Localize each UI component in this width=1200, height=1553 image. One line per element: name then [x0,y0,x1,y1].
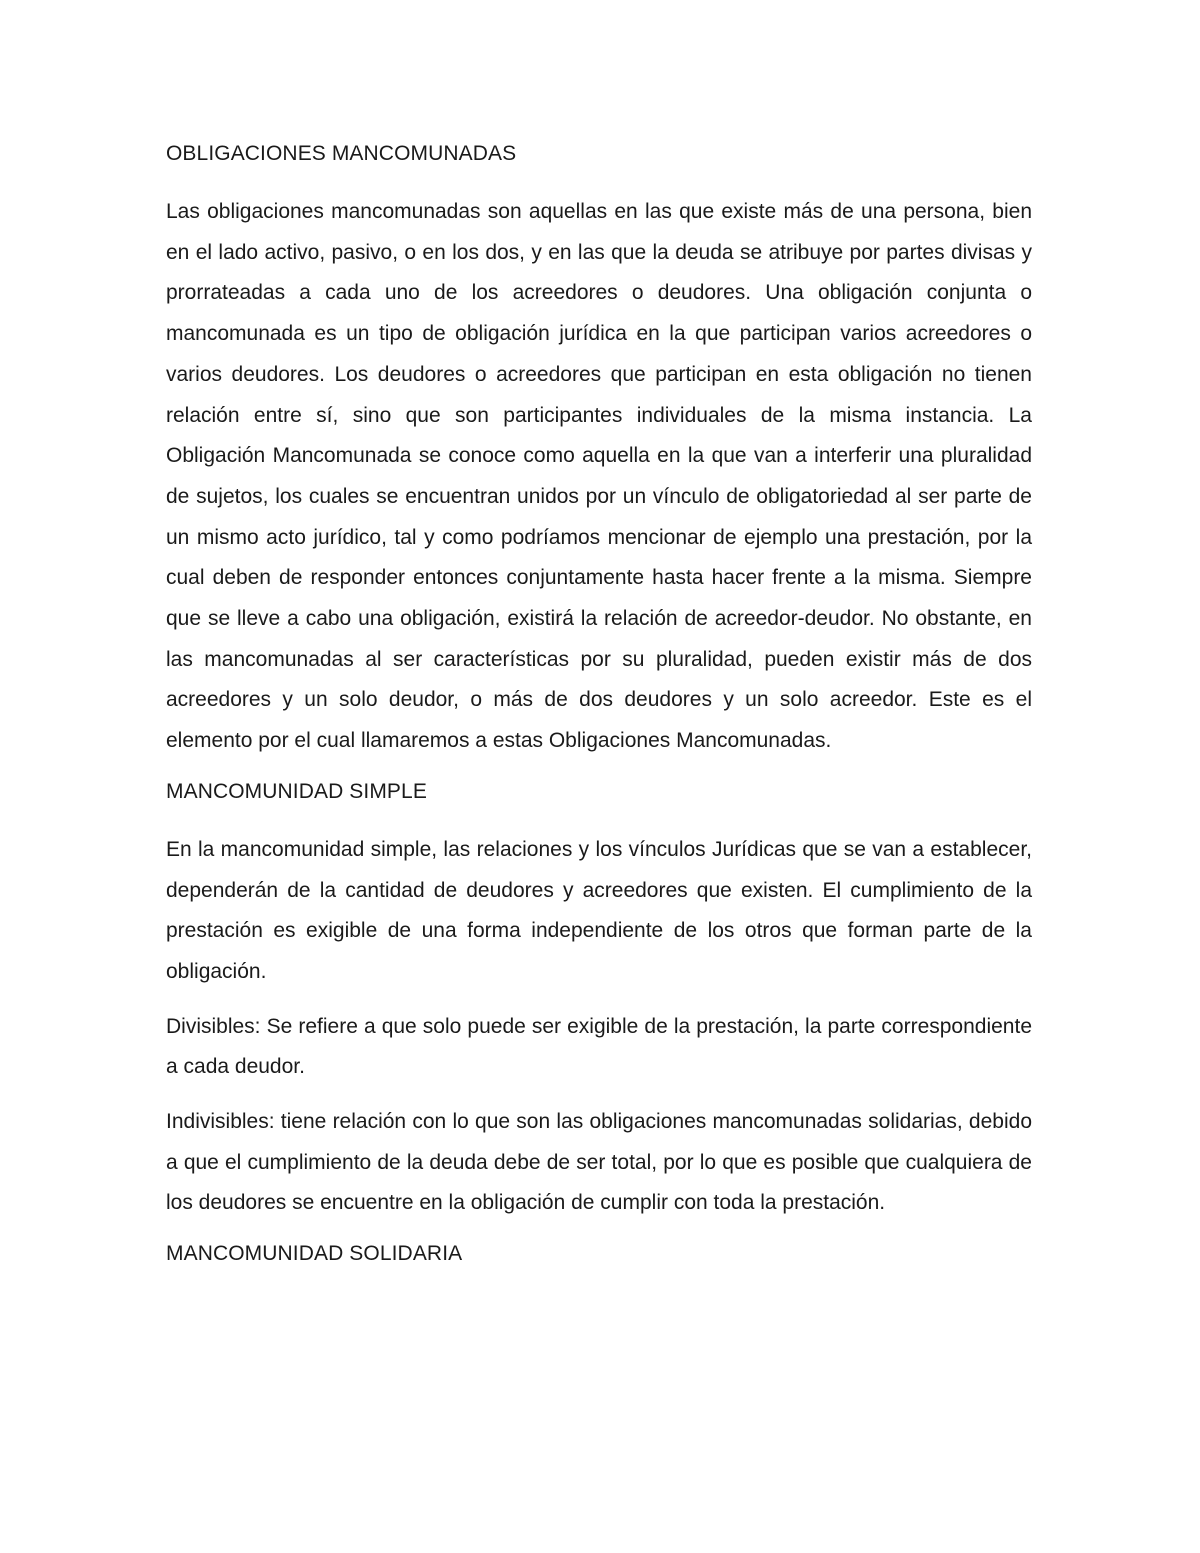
section-heading-mancomunidad-solidaria: MANCOMUNIDAD SOLIDARIA [166,1242,463,1266]
section-heading-mancomunidad-simple: MANCOMUNIDAD SIMPLE [166,779,427,803]
document-page [166,138,1032,1292]
section-heading-obligaciones: OBLIGACIONES MANCOMUNADAS [166,142,517,165]
paragraph-divisibles: Divisibles: Se refiere a que solo puede ser exigible de la prestación, la parte correspondiente a cada deudor. [166,1014,1032,1079]
paragraph-mancomunidad-simple: En la mancomunidad simple, las relaciones y los vínculos Jurídicas que se van a establecer, dependerán de la cantidad de deudores y acreedores que existen. El cumplimiento de la prestación es exigible de una forma independiente de los otros que forman parte de la obligación. [166,837,1032,983]
paragraph-definicion: Las obligaciones mancomunadas son aquellas en las que existe más de una persona, bien en el lado activo, pasivo, o en los dos, y en las que la deuda se atribuye por partes divisas y prorrateadas a cada uno de los acreedores o deudores. Una obligación conjunta o mancomunada es un tipo de obligación jurídica en la que participan varios acreedores o varios deudores. Los deudores o acreedores que participan en esta obligación no tienen relación entre sí, sino que son participantes individuales de la misma instancia. La Obligación Mancomunada se conoce como aquella en la que van a interferir una pluralidad de sujetos, los cuales se encuentran unidos por un vínculo de obligatoriedad al ser parte de un mismo acto jurídico, tal y como podríamos mencionar de ejemplo una prestación, por la cual deben de responder entonces conjuntamente hasta hacer frente a la misma. Siempre que se lleve a cabo una obligación, existirá la relación de acreedor-deudor. No obstante, en las mancomunadas al ser características por su pluralidad, pueden existir más de dos acreedores y un solo deudor, o más de dos deudores y un solo acreedor. Este es el elemento por el cual llamaremos a estas Obligaciones Mancomunadas. [166,200,1032,753]
paragraph-indivisibles: Indivisibles: tiene relación con lo que son las obligaciones mancomunadas solidarias, debido a que el cumplimiento de la deuda debe de ser total, por lo que es posible que cualquiera de los deudores se encuentre en la obligación de cumplir con toda la prestación. [166,1110,1032,1215]
